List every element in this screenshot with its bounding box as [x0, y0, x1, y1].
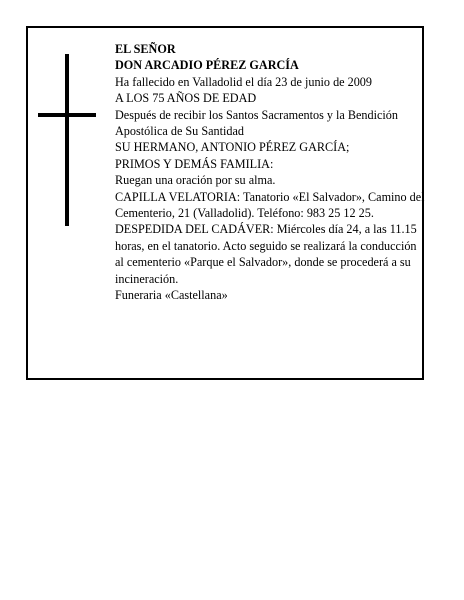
heading-title: EL SEÑOR	[115, 42, 176, 56]
notice-text	[115, 41, 425, 304]
relatives-text: PRIMOS Y DEMÁS FAMILIA:	[115, 156, 274, 171]
deceased-name: DON ARCADIO PÉREZ GARCÍA	[115, 58, 299, 73]
sacraments-text: Después de recibir los Santos Sacramentos y la Bendición Apostólica de Su Santidad	[115, 107, 398, 139]
cross-icon	[38, 54, 96, 226]
death-info: Ha fallecido en Valladolid el día 23 de junio de 2009	[115, 74, 372, 89]
funeral-home: Funeraria «Castellana»	[115, 288, 228, 303]
prayer-request: Ruegan una oración por su alma.	[115, 173, 276, 188]
age-info: A LOS 75 AÑOS DE EDAD	[115, 91, 257, 106]
obituary-notice	[26, 26, 424, 380]
farewell-info: DESPEDIDA DEL CADÁVER: Miércoles día 24, a las 11.15 horas, en el tanatorio. Acto seguido se realizará la conducción al cementerio «Parque el Salvador», donde se procederá a su incineración.	[115, 222, 417, 286]
chapel-info: CAPILLA VELATORIA: Tanatorio «El Salvador», Camino del Cementerio, 21 (Valladolid). Teléfono: 983 25 12 25.	[115, 189, 425, 221]
cross-horizontal-bar	[38, 113, 96, 117]
cross-vertical-bar	[65, 54, 69, 226]
sibling-text: SU HERMANO, ANTONIO PÉREZ GARCÍA;	[115, 140, 350, 155]
